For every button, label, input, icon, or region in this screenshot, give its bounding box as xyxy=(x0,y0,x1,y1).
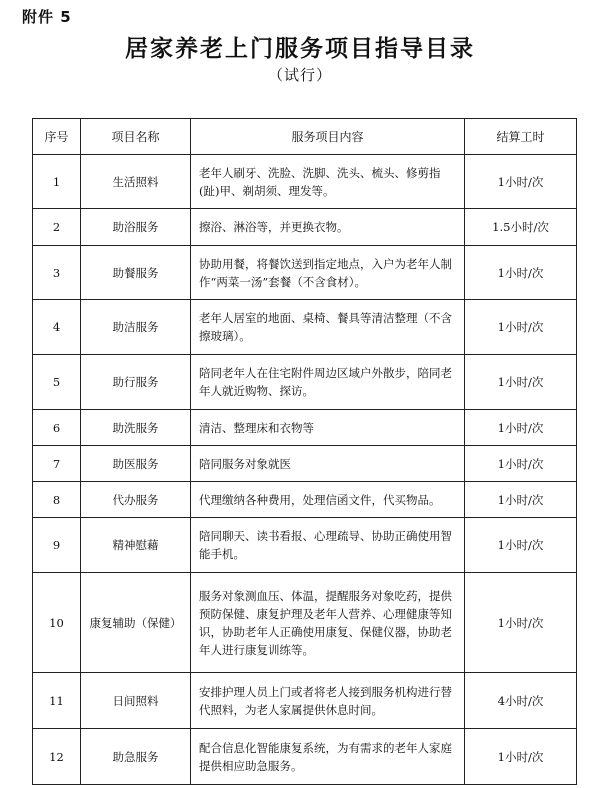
table-row xyxy=(33,300,577,355)
row-no: 9 xyxy=(33,518,81,573)
header-content: 服务项目内容 xyxy=(191,119,465,155)
table-row xyxy=(33,673,577,729)
header-no: 序号 xyxy=(33,119,81,155)
row-name: 精神慰藉 xyxy=(81,518,191,573)
table-row xyxy=(33,246,577,300)
row-content: 安排护理人员上门或者将老人接到服务机构进行替代照料，为老人家属提供休息时间。 xyxy=(191,673,465,729)
row-name: 日间照料 xyxy=(81,673,191,729)
row-content: 配合信息化智能康复系统，为有需求的老年人家庭提供相应助急服务。 xyxy=(191,729,465,785)
table-row xyxy=(33,410,577,446)
table-row xyxy=(33,355,577,410)
attachment-label: 附件 5 xyxy=(22,8,72,26)
row-no: 11 xyxy=(33,673,81,729)
page-title: 居家养老上门服务项目指导目录 xyxy=(125,36,475,62)
row-no: 5 xyxy=(33,355,81,410)
header-name: 项目名称 xyxy=(81,119,191,155)
row-content: 协助用餐，将餐饮送到指定地点，入户为老年人制作“两菜一汤”套餐（不含食材）。 xyxy=(191,246,465,300)
row-name: 康复辅助（保健） xyxy=(81,573,191,673)
row-no: 8 xyxy=(33,482,81,518)
row-content: 服务对象测血压、体温，提醒服务对象吃药，提供预防保健、康复护理及老年人营养、心理健康等知识，协助老年人正确使用康复、保健仪器，协助老年人进行康复训练等。 xyxy=(191,573,465,673)
table-row xyxy=(33,446,577,482)
row-time: 1小时/次 xyxy=(465,446,577,482)
row-no: 6 xyxy=(33,410,81,446)
row-no: 2 xyxy=(33,209,81,246)
table-row xyxy=(33,209,577,246)
row-time: 1小时/次 xyxy=(465,300,577,355)
row-content: 陪同聊天、读书看报、心理疏导、协助正确使用智能手机。 xyxy=(191,518,465,573)
table-row xyxy=(33,155,577,209)
row-time: 1.5小时/次 xyxy=(465,209,577,246)
row-time: 1小时/次 xyxy=(465,246,577,300)
header-time: 结算工时 xyxy=(465,119,577,155)
row-no: 10 xyxy=(33,573,81,673)
row-name: 生活照料 xyxy=(81,155,191,209)
row-name: 助行服务 xyxy=(81,355,191,410)
row-no: 1 xyxy=(33,155,81,209)
row-time: 1小时/次 xyxy=(465,573,577,673)
row-name: 助餐服务 xyxy=(81,246,191,300)
row-no: 3 xyxy=(33,246,81,300)
row-time: 1小时/次 xyxy=(465,482,577,518)
row-content: 老年人刷牙、洗脸、洗脚、洗头、梳头、修剪指(趾)甲、剃胡须、理发等。 xyxy=(191,155,465,209)
row-name: 代办服务 xyxy=(81,482,191,518)
row-time: 1小时/次 xyxy=(465,518,577,573)
service-catalog-table xyxy=(32,118,577,785)
row-time: 1小时/次 xyxy=(465,410,577,446)
row-content: 陪同服务对象就医 xyxy=(191,446,465,482)
row-no: 4 xyxy=(33,300,81,355)
row-name: 助洁服务 xyxy=(81,300,191,355)
row-content: 老年人居室的地面、桌椅、餐具等清洁整理（不含擦玻璃）。 xyxy=(191,300,465,355)
table-row xyxy=(33,573,577,673)
row-time: 1小时/次 xyxy=(465,355,577,410)
row-name: 助医服务 xyxy=(81,446,191,482)
page-subtitle: （试行） xyxy=(267,66,332,84)
table-header-row xyxy=(33,119,577,155)
row-name: 助浴服务 xyxy=(81,209,191,246)
row-name: 助急服务 xyxy=(81,729,191,785)
table-row xyxy=(33,729,577,785)
row-content: 擦浴、淋浴等，并更换衣物。 xyxy=(191,209,465,246)
row-time: 1小时/次 xyxy=(465,155,577,209)
row-content: 陪同老年人在住宅附件周边区域户外散步，陪同老年人就近购物、探访。 xyxy=(191,355,465,410)
table-row xyxy=(33,482,577,518)
row-name: 助洗服务 xyxy=(81,410,191,446)
row-no: 7 xyxy=(33,446,81,482)
row-time: 1小时/次 xyxy=(465,729,577,785)
row-content: 代理缴纳各种费用，处理信函文件，代买物品。 xyxy=(191,482,465,518)
row-time: 4小时/次 xyxy=(465,673,577,729)
row-no: 12 xyxy=(33,729,81,785)
row-content: 清洁、整理床和衣物等 xyxy=(191,410,465,446)
table-row xyxy=(33,518,577,573)
